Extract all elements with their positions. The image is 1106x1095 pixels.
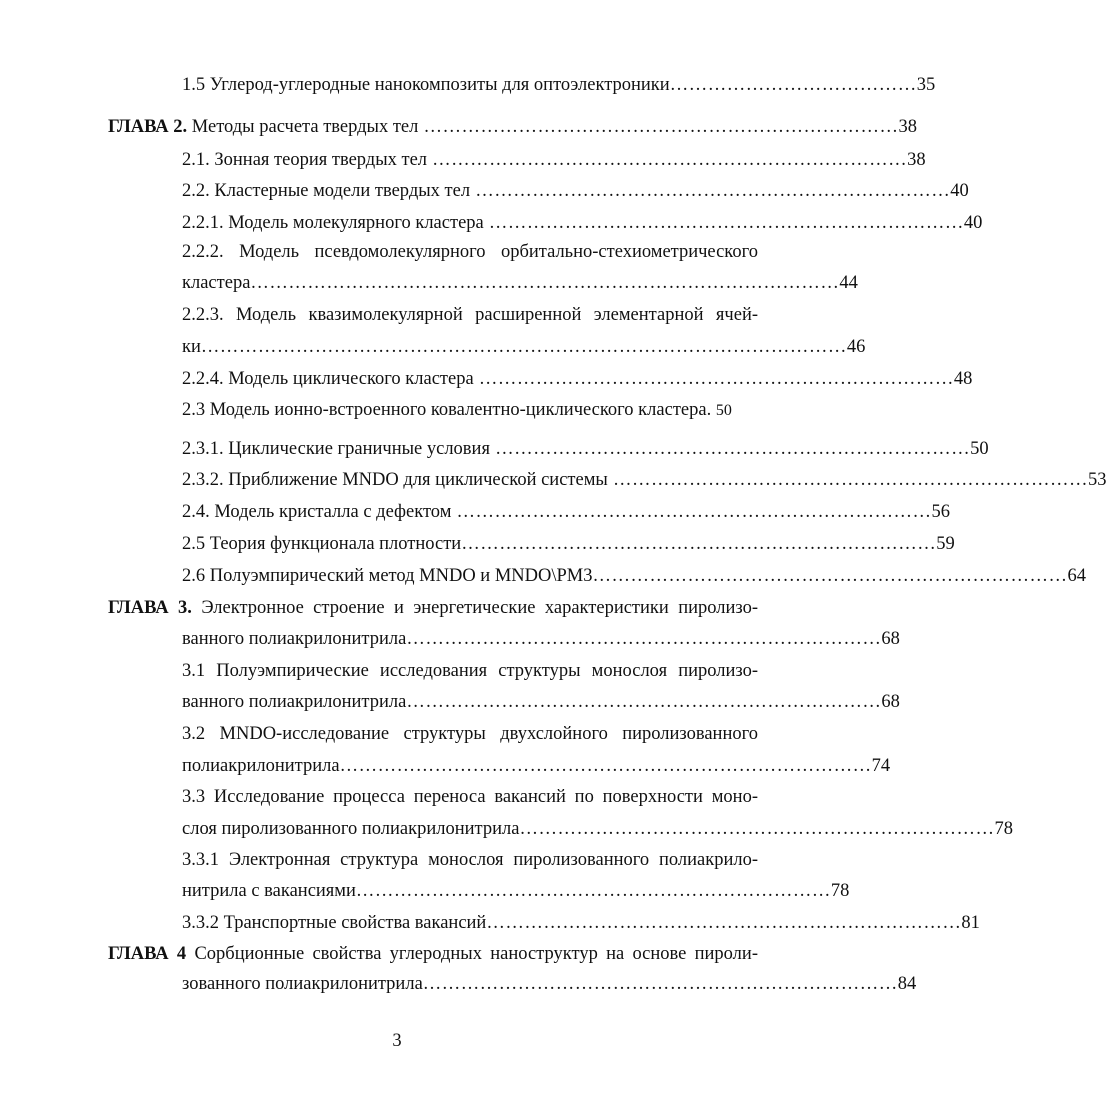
- toc-page-number: 68: [881, 692, 900, 712]
- toc-chapter-3-line1: [108, 596, 758, 620]
- dot-leader: …………………………………………………………………: [486, 913, 962, 933]
- toc-entry-title: 2.2. Кластерные модели твердых тел: [182, 181, 471, 201]
- toc-entry-title: Методы расчета твердых тел: [191, 117, 419, 137]
- toc-page-number: 50: [715, 402, 732, 419]
- toc-entry-3-2-line2: [182, 754, 891, 778]
- dot-leader: …………………………………………………………………………: [339, 756, 872, 776]
- toc-entry-title: 2.3.1. Циклические граничные условия: [182, 439, 490, 459]
- dot-leader: …………………………………………………………………: [483, 213, 964, 233]
- toc-entry-title: полиакрилонитрила: [182, 756, 340, 776]
- dot-leader: …………………………………………………………………: [406, 629, 882, 649]
- toc-entry-title: зованного полиакрилонитрила: [182, 974, 423, 994]
- toc-page-number: 56: [931, 502, 951, 522]
- toc-chapter-4-line1: [108, 942, 758, 966]
- dot-leader: …………………………………………………………………: [461, 534, 937, 554]
- toc-entry-title: 2.5 Теория функционала плотности: [182, 534, 462, 554]
- chapter-label: ГЛАВА 3.: [108, 598, 192, 618]
- toc-entry-title: 2.1. Зонная теория твердых тел: [182, 150, 428, 170]
- dot-leader: …………………………………………………………………: [406, 692, 882, 712]
- toc-entry-3-1-line1: 3.1 Полуэмпирические исследования структуры монослоя пиролизо-: [182, 661, 758, 681]
- chapter-label: ГЛАВА 2.: [108, 117, 188, 137]
- toc-entry-title: слоя пиролизованного полиакрилонитрила: [182, 819, 520, 839]
- toc-entry-2-3: [182, 398, 752, 423]
- dot-leader: …………………………………………………………………: [355, 881, 831, 901]
- toc-page-number: 38: [907, 150, 926, 170]
- toc-entry-2-3-1: [182, 437, 989, 461]
- dot-leader: …………………………………………………………………: [418, 117, 899, 137]
- toc-entry-3-3-1-line1: 3.3.1 Электронная структура монослоя пиролизованного полиакрило-: [182, 850, 758, 870]
- dot-leader: …………………………………………………………………: [519, 819, 995, 839]
- toc-page-number: 59: [936, 534, 955, 554]
- dot-leader: …………………………………………………………………: [592, 566, 1068, 586]
- toc-entry-3-3-2: [182, 911, 980, 935]
- toc-entry-title: ки: [182, 337, 201, 357]
- dot-leader: …………………………………………………………………: [473, 369, 954, 389]
- dot-leader: …………………………………: [669, 75, 917, 95]
- toc-entry-2-4: [182, 500, 951, 524]
- toc-entry-title: нитрила с вакансиями: [182, 881, 356, 901]
- toc-entry-title: 3.3.2 Транспортные свойства вакансий: [182, 913, 487, 933]
- toc-page-number: 84: [897, 974, 917, 994]
- dot-leader: …………………………………………………………………: [451, 502, 932, 522]
- toc-entry-2-2-4: [182, 367, 973, 391]
- dot-leader: …………………………………………………………………: [489, 439, 971, 459]
- page-number: 3: [392, 1031, 402, 1051]
- dot-leader: …………………………………………………………………………………: [250, 273, 840, 293]
- toc-page-number: 78: [830, 881, 850, 901]
- toc-entry-1-5: [182, 73, 936, 97]
- chapter-label: ГЛАВА 4: [108, 944, 187, 964]
- toc-entry-2-3-2: [182, 468, 1106, 492]
- toc-page-number: 53: [1087, 470, 1106, 490]
- toc-entry-2-6: [182, 564, 1086, 588]
- dot-leader: …………………………………………………………………: [607, 470, 1088, 490]
- toc-entry-2-2-1: [182, 211, 983, 235]
- toc-entry-2-2-2-line2: [182, 271, 858, 295]
- toc-entry-title: Сорбционные свойства углеродных наноструктур на основе пироли-: [194, 944, 758, 964]
- toc-entry-2-2-3-line2: [182, 335, 866, 359]
- toc-page-number: 40: [950, 181, 969, 201]
- dot-leader: …………………………………………………………………: [427, 150, 908, 170]
- toc-entry-title: 2.3 Модель ионно-встроенного ковалентно-циклического кластера.: [182, 400, 712, 420]
- toc-page-number: 81: [961, 913, 980, 933]
- toc-entry-3-1-line2: [182, 690, 900, 714]
- toc-page-number: 50: [970, 439, 989, 459]
- toc-page-number: 68: [881, 629, 900, 649]
- toc-entry-3-2-line1: 3.2 MNDO-исследование структуры двухслойного пиролизованного: [182, 724, 758, 744]
- toc-page-number: 40: [963, 213, 983, 233]
- toc-entry-title: 2.6 Полуэмпирический метод MNDO и MNDO\PM3: [182, 566, 593, 586]
- toc-chapter-3-line2: [182, 627, 900, 651]
- toc-entry-2-2: [182, 179, 969, 203]
- toc-entry-title: 2.2.4. Модель циклического кластера: [182, 369, 474, 389]
- toc-entry-title: 2.2.1. Модель молекулярного кластера: [182, 213, 484, 233]
- toc-chapter-2: [108, 115, 918, 139]
- toc-entry-title: 2.4. Модель кристалла с дефектом: [182, 502, 452, 522]
- dot-leader: …………………………………………………………………………………………: [200, 337, 847, 357]
- toc-entry-title: 1.5 Углерод-углеродные нанокомпозиты для оптоэлектроники: [182, 75, 670, 95]
- toc-entry-2-5: [182, 532, 955, 556]
- toc-entry-2-2-3-line1: 2.2.3. Модель квазимолекулярной расширенной элементарной ячей-: [182, 305, 758, 325]
- toc-page-number: 38: [898, 117, 918, 137]
- toc-page-number: 64: [1067, 566, 1086, 586]
- dot-leader: …………………………………………………………………: [422, 974, 898, 994]
- toc-page-number: 35: [916, 75, 936, 95]
- toc-entry-title: ванного полиакрилонитрила: [182, 692, 407, 712]
- toc-page-number: 48: [953, 369, 973, 389]
- toc-entry-2-1: [182, 148, 926, 172]
- dot-leader: …………………………………………………………………: [470, 181, 951, 201]
- toc-page-number: 46: [846, 337, 866, 357]
- toc-entry-3-3-line2: [182, 817, 1013, 841]
- toc-chapter-4-line2: [182, 972, 917, 996]
- toc-entry-title: Электронное строение и энергетические характеристики пиролизо-: [201, 598, 758, 618]
- toc-entry-title: ванного полиакрилонитрила: [182, 629, 407, 649]
- toc-entry-title: 2.3.2. Приближение MNDO для циклической системы: [182, 470, 608, 490]
- toc-page-number: 78: [994, 819, 1013, 839]
- toc-page-number: 74: [871, 756, 891, 776]
- toc-entry-3-3-line1: 3.3 Исследование процесса переноса вакансий по поверхности моно-: [182, 787, 758, 807]
- toc-entry-2-2-2-line1: 2.2.2. Модель псевдомолекулярного орбитально-стехиометрического: [182, 242, 758, 262]
- toc-page-number: 44: [839, 273, 858, 293]
- toc-entry-title: кластера: [182, 273, 251, 293]
- toc-entry-3-3-1-line2: [182, 879, 850, 903]
